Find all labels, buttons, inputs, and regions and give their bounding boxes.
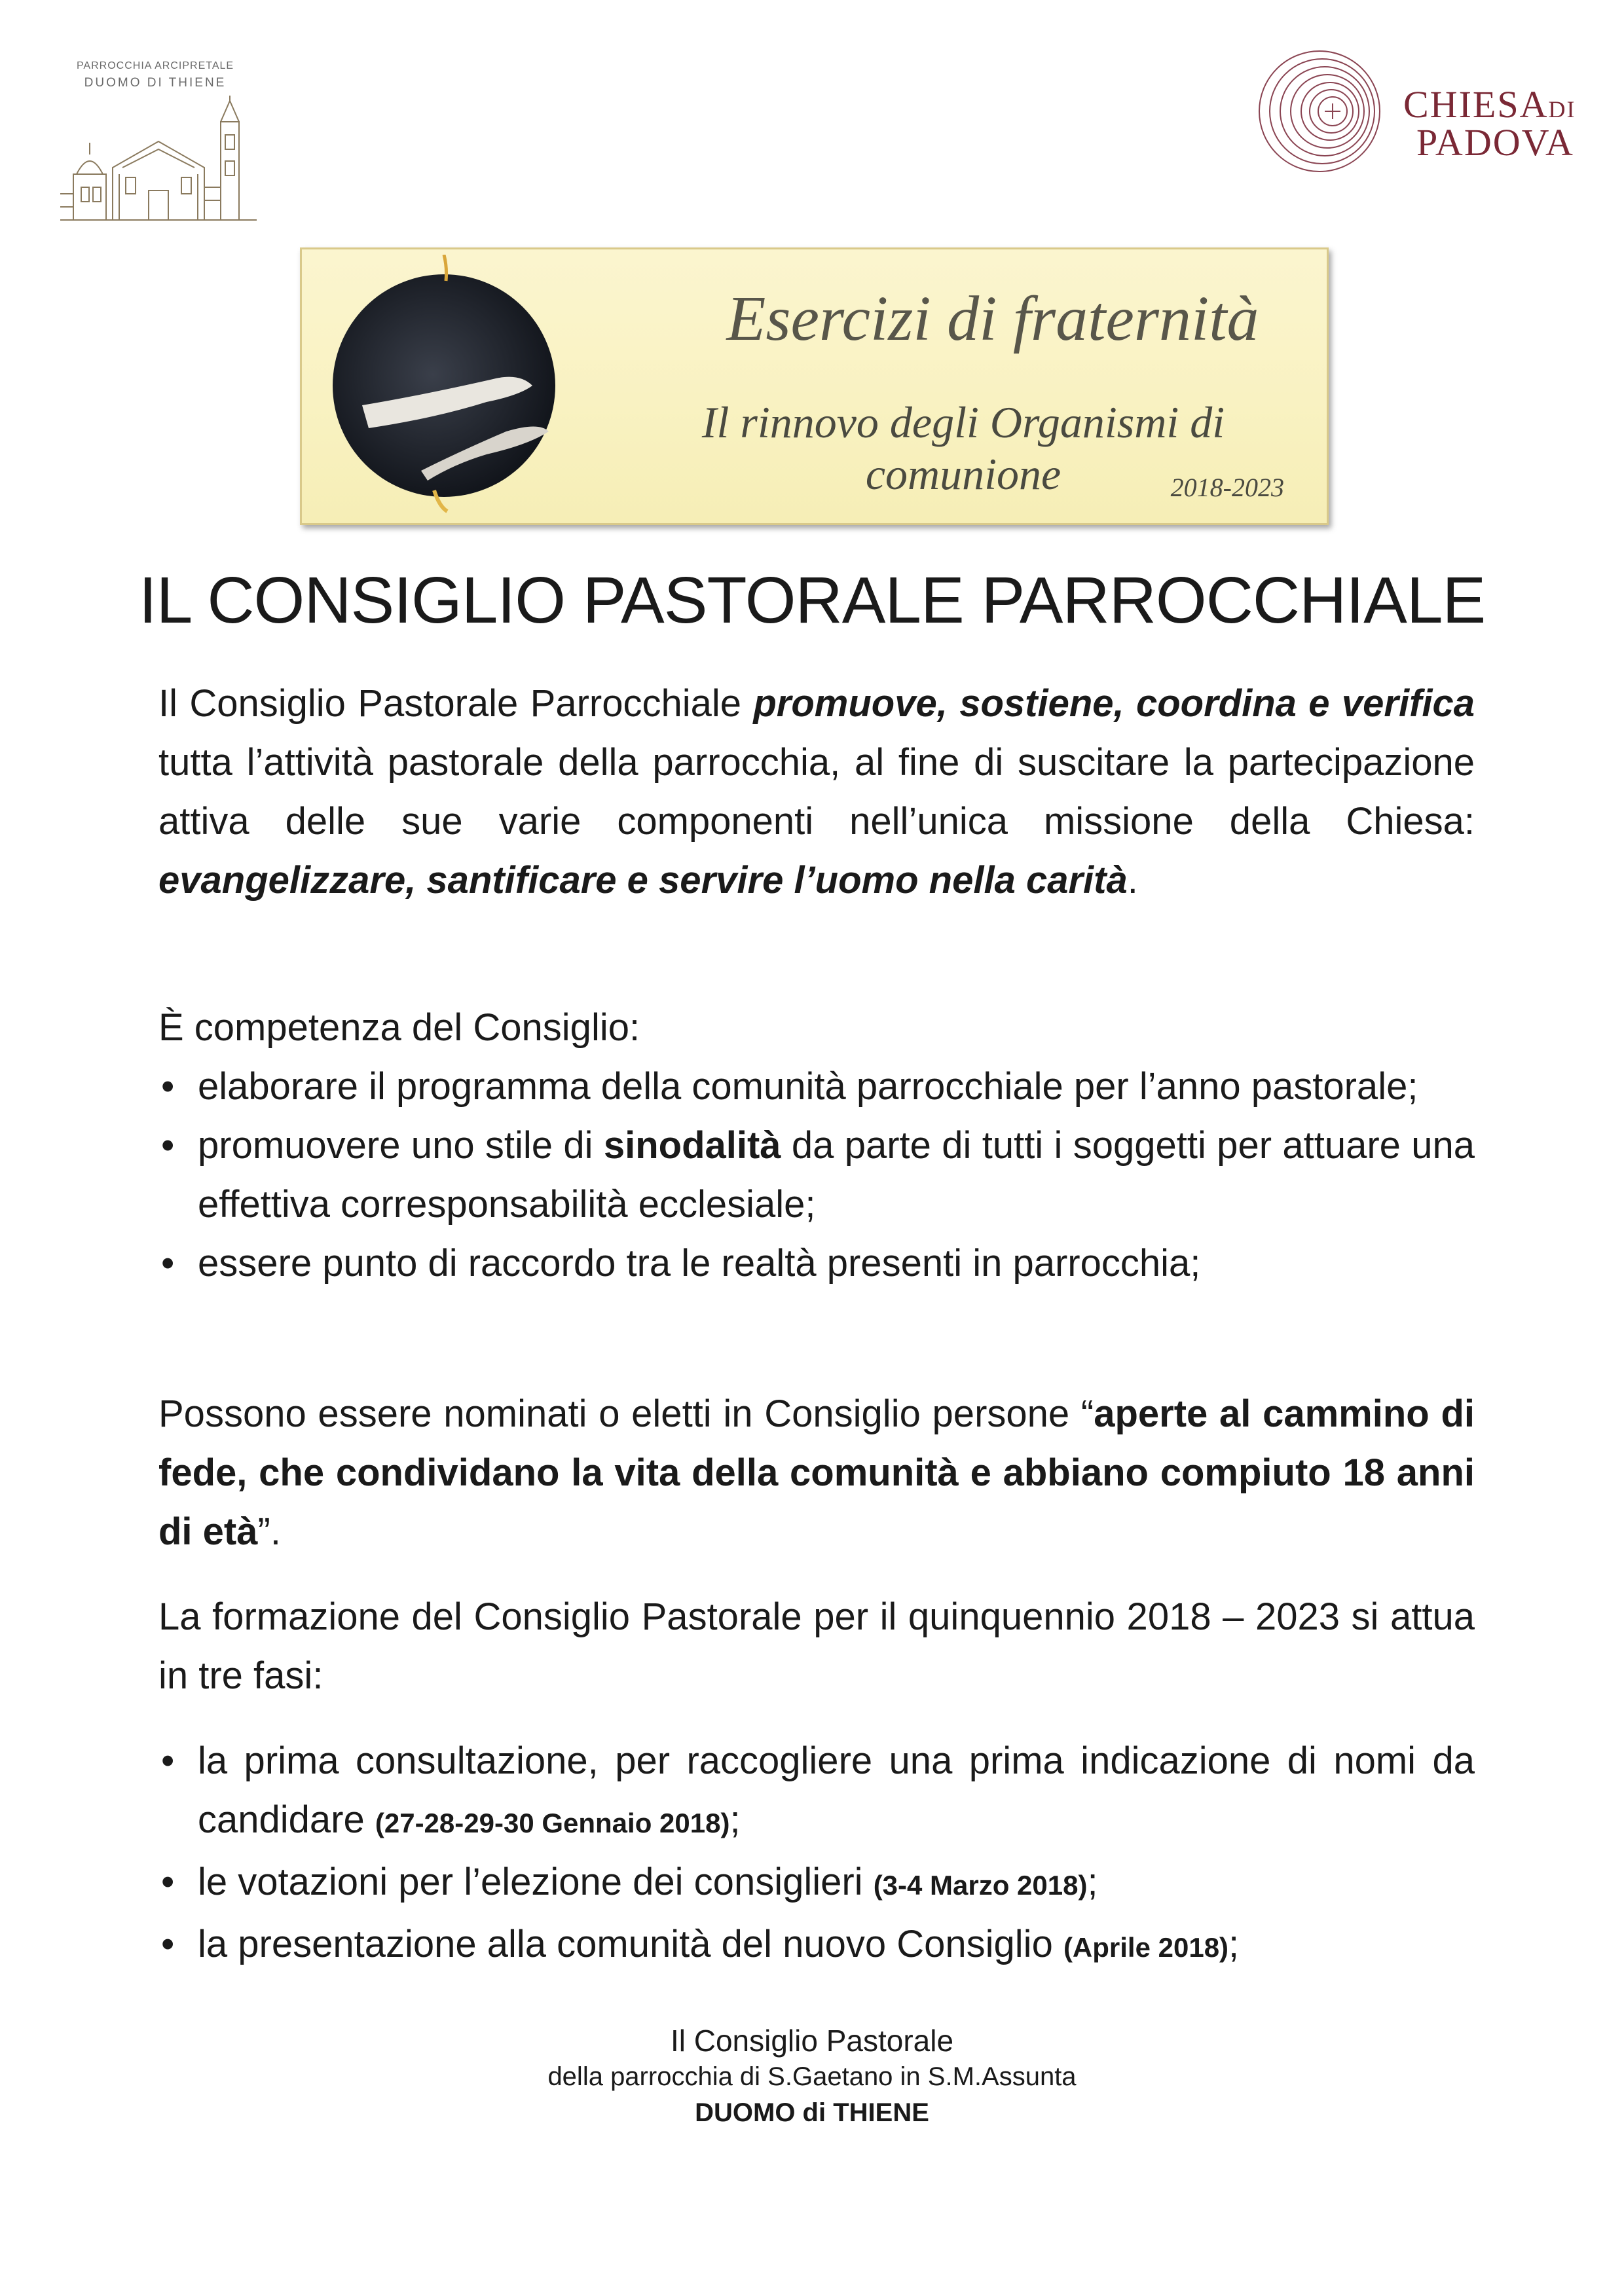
competence-item-2a: promuovere uno stile di — [198, 1124, 604, 1167]
signature-line-2: della parrocchia di S.Gaetano in S.M.Assunta — [547, 2062, 1077, 2091]
eligibility-text-2: ”. — [257, 1510, 281, 1553]
signature-line-1: Il Consiglio Pastorale — [670, 2024, 954, 2058]
phases-list — [158, 1732, 1475, 1977]
competence-list — [158, 1057, 1475, 1293]
bullet-icon: • — [161, 1124, 175, 1167]
parish-logo-line2: DUOMO DI THIENE — [84, 76, 227, 90]
diocese-word-padova: PADOVA — [1416, 121, 1574, 164]
church-building-icon — [60, 96, 270, 227]
list-item — [158, 1057, 1475, 1116]
competence-heading: È competenza del Consiglio: — [158, 1006, 640, 1049]
phase-2-text: le votazioni per l’elezione dei consiglieri — [198, 1861, 874, 1903]
list-item — [158, 1853, 1475, 1915]
phase-2-end: ; — [1087, 1861, 1098, 1903]
phase-3-end: ; — [1228, 1923, 1240, 1965]
parish-logo-line1: PARROCCHIA ARCIPRETALE — [76, 60, 234, 71]
phases-paragraph: La formazione del Consiglio Pastorale per il quinquennio 2018 – 2023 si attua in tre fasi: — [158, 1595, 1475, 1697]
diocese-word-chiesa: CHIESA — [1403, 83, 1549, 126]
bullet-icon: • — [161, 1923, 175, 1965]
page-title: IL CONSIGLIO PASTORALE PARROCCHIALE — [138, 564, 1486, 637]
bullet-icon: • — [161, 1740, 175, 1782]
signature-line-3: DUOMO di THIENE — [695, 2098, 929, 2127]
phase-2-date: (3-4 Marzo 2018) — [873, 1870, 1088, 1901]
intro-paragraph — [158, 674, 1475, 910]
competence-item-2c: da parte di tutti i soggetti per attuare una effettiva corresponsabilità ecclesiale; — [198, 1124, 1475, 1226]
intro-text-3: . — [1127, 859, 1138, 902]
eligibility-emphasis: aperte al cammino di fede, che condividano la vita della comunità e abbiano compiuto 18 anni di età — [158, 1393, 1475, 1553]
hands-circle-image — [323, 255, 585, 517]
list-item — [158, 1915, 1475, 1977]
diocese-word-di: DI — [1548, 96, 1576, 122]
eligibility-paragraph — [158, 1385, 1475, 1561]
bullet-icon: • — [161, 1065, 175, 1108]
banner-subtitle: Il rinnovo degli Organismi di comunione — [701, 397, 1225, 499]
event-banner — [300, 247, 1329, 525]
list-item — [158, 1234, 1475, 1293]
parish-logo — [60, 60, 270, 224]
intro-emphasis-2: evangelizzare, santificare e servire l’uomo nella carità — [158, 859, 1128, 902]
phase-3-date: (Aprile 2018) — [1063, 1932, 1229, 1963]
banner-title: Esercizi di fraternità — [726, 283, 1259, 354]
bullet-icon: • — [161, 1861, 175, 1903]
competence-item-3: essere punto di raccordo tra le realtà presenti in parrocchia; — [198, 1242, 1201, 1285]
list-item — [158, 1116, 1475, 1234]
intro-text-1: Il Consiglio Pastorale Parrocchiale — [158, 682, 754, 725]
intro-text-2: tutta l’attività pastorale della parrocchia, al fine di suscitare la partecipazione attiva delle sue varie componenti nell’unica missione della Chiesa: — [158, 741, 1475, 843]
competence-item-1: elaborare il programma della comunità parrocchiale per l’anno pastorale; — [198, 1065, 1418, 1108]
banner-years: 2018-2023 — [1170, 473, 1284, 502]
diocese-logo — [1247, 46, 1588, 177]
list-item — [158, 1732, 1475, 1853]
phase-3-text: la presentazione alla comunità del nuovo Consiglio — [198, 1923, 1063, 1965]
intro-emphasis-1: promuove, sostiene, coordina e verifica — [753, 682, 1475, 725]
phase-1-end: ; — [729, 1798, 741, 1841]
phase-1-text: la prima consultazione, per raccogliere una prima indicazione di nomi da candidare — [198, 1740, 1475, 1841]
eligibility-text-1: Possono essere nominati o eletti in Consiglio persone “ — [158, 1393, 1094, 1435]
competence-item-2-emphasis: sinodalità — [603, 1124, 781, 1167]
phase-1-date: (27-28-29-30 Gennaio 2018) — [375, 1808, 730, 1838]
bullet-icon: • — [161, 1242, 175, 1285]
concentric-circles-cross-icon — [1247, 46, 1405, 177]
